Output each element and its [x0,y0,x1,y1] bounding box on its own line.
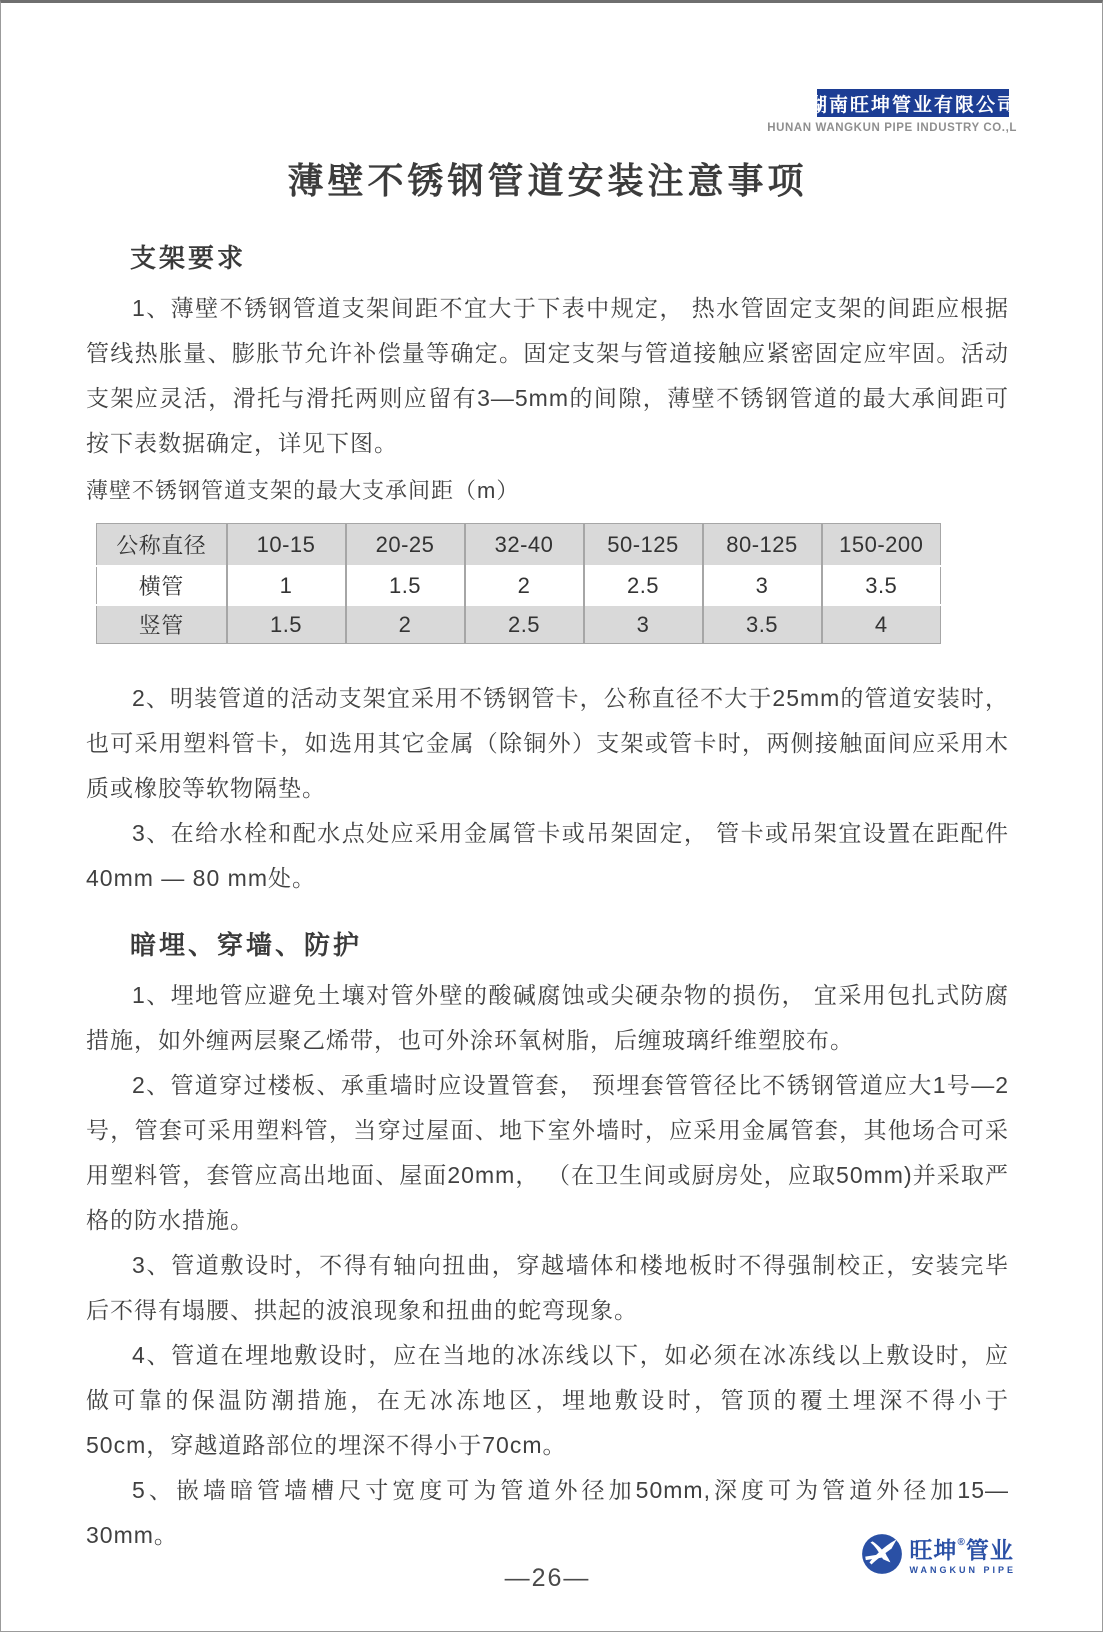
logo-text [909,1538,1016,1574]
page-number: —26— [504,1564,591,1592]
wangkun-logo-icon [860,1532,904,1581]
table-cell: 1.5 [227,605,346,644]
logo-name-en: WANGKUN PIPE [909,1564,1016,1575]
table-cell: 2 [346,605,465,644]
table-cell: 3 [584,605,703,644]
company-name-cn: 湖南旺坤管业有限公司 [808,94,1019,116]
table-cell: 1.5 [346,566,465,605]
table-header-row [97,524,941,567]
table-row [97,566,941,605]
logo-name-cn: 旺坤®管业 [909,1537,1014,1564]
table-header-cell: 80-125 [703,524,822,567]
section-support [86,240,1009,901]
section-burial-heading: 暗埋、穿墙、防护 [130,930,363,960]
burial-paragraph-4: 4、管道在埋地敷设时，应在当地的冰冻线以下，如必须在冰冻线以上敷设时，应做可靠的保温防潮措施，在无冰冻地区，埋地敷设时，管顶的覆土埋深不得小于50cm，穿越道路部位的埋深不得小于70cm。 [86,1342,1009,1458]
page-title: 薄壁不锈钢管道安装注意事项 [287,160,808,201]
table-cell: 竖管 [97,605,227,644]
support-paragraph-2: 2、明装管道的活动支架宜采用不锈钢管卡，公称直径不大于25mm的管道安装时，也可采用塑料管卡，如选用其它金属（除铜外）支架或管卡时，两侧接触面间应采用木质或橡胶等软物隔垫。 [86,685,1009,801]
table-header-cell: 20-25 [346,524,465,567]
table-cell: 2.5 [584,566,703,605]
company-banner [808,89,1019,117]
burial-paragraph-3: 3、管道敷设时，不得有轴向扭曲，穿越墙体和楼地板时不得强制校正，安装完毕后不得有塌腰、拱起的波浪现象和扭曲的蛇弯现象。 [86,1252,1009,1323]
table-cell: 4 [822,605,941,644]
burial-paragraph-5: 5、嵌墙暗管墙槽尺寸宽度可为管道外径加50mm,深度可为管道外径加15—30mm。 [86,1477,1009,1548]
section-burial [86,927,1009,1558]
table-cell: 2 [465,566,584,605]
registered-mark-icon: ® [957,1537,966,1549]
section-support-heading: 支架要求 [130,243,247,273]
table-cell: 3 [703,566,822,605]
burial-paragraph-2: 2、管道穿过楼板、承重墙时应设置管套， 预埋套管管径比不锈钢管道应大1号—2号，管套可采用塑料管，当穿过屋面、地下室外墙时，应采用金属管套，其他场合可采用塑料管，套管应高出地面、屋面20mm， （在卫生间或厨房处，应取50mm)并采取严格的防水措施。 [86,1072,1009,1233]
support-paragraph-1: 1、薄壁不锈钢管道支架间距不宜大于下表中规定， 热水管固定支架的间距应根据管线热胀量、膨胀节允许补偿量等确定。固定支架与管道接触应紧密固定应牢固。活动支架应灵活，滑托与滑托两则应留有3—5mm的间隙，薄壁不锈钢管道的最大承间距可按下表数据确定，详见下图。 [86,295,1009,456]
table-header-cell: 公称直径 [97,524,227,567]
table-header-cell: 10-15 [227,524,346,567]
table-cell: 横管 [97,566,227,605]
table-header-cell: 32-40 [465,524,584,567]
table-cell: 1 [227,566,346,605]
support-spacing-table [96,523,941,644]
burial-paragraph-1: 1、埋地管应避免土壤对管外壁的酸碱腐蚀或尖硬杂物的损伤， 宜采用包扎式防腐措施，如外缠两层聚乙烯带，也可外涂环氧树脂，后缠玻璃纤维塑胶布。 [86,982,1009,1053]
table-row [97,605,941,644]
table-header-cell: 150-200 [822,524,941,567]
table-cell: 3.5 [703,605,822,644]
footer-logo [860,1532,1016,1581]
table-cell: 2.5 [465,605,584,644]
company-name-en: HUNAN WANGKUN PIPE INDUSTRY CO.,L [767,122,1017,134]
table-cell: 3.5 [822,566,941,605]
support-paragraph-3: 3、在给水栓和配水点处应采用金属管卡或吊架固定， 管卡或吊架宜设置在距配件40mm — 80 mm处。 [86,820,1009,891]
table-header-cell: 50-125 [584,524,703,567]
table-caption: 薄壁不锈钢管道支架的最大支承间距（m） [86,478,520,503]
